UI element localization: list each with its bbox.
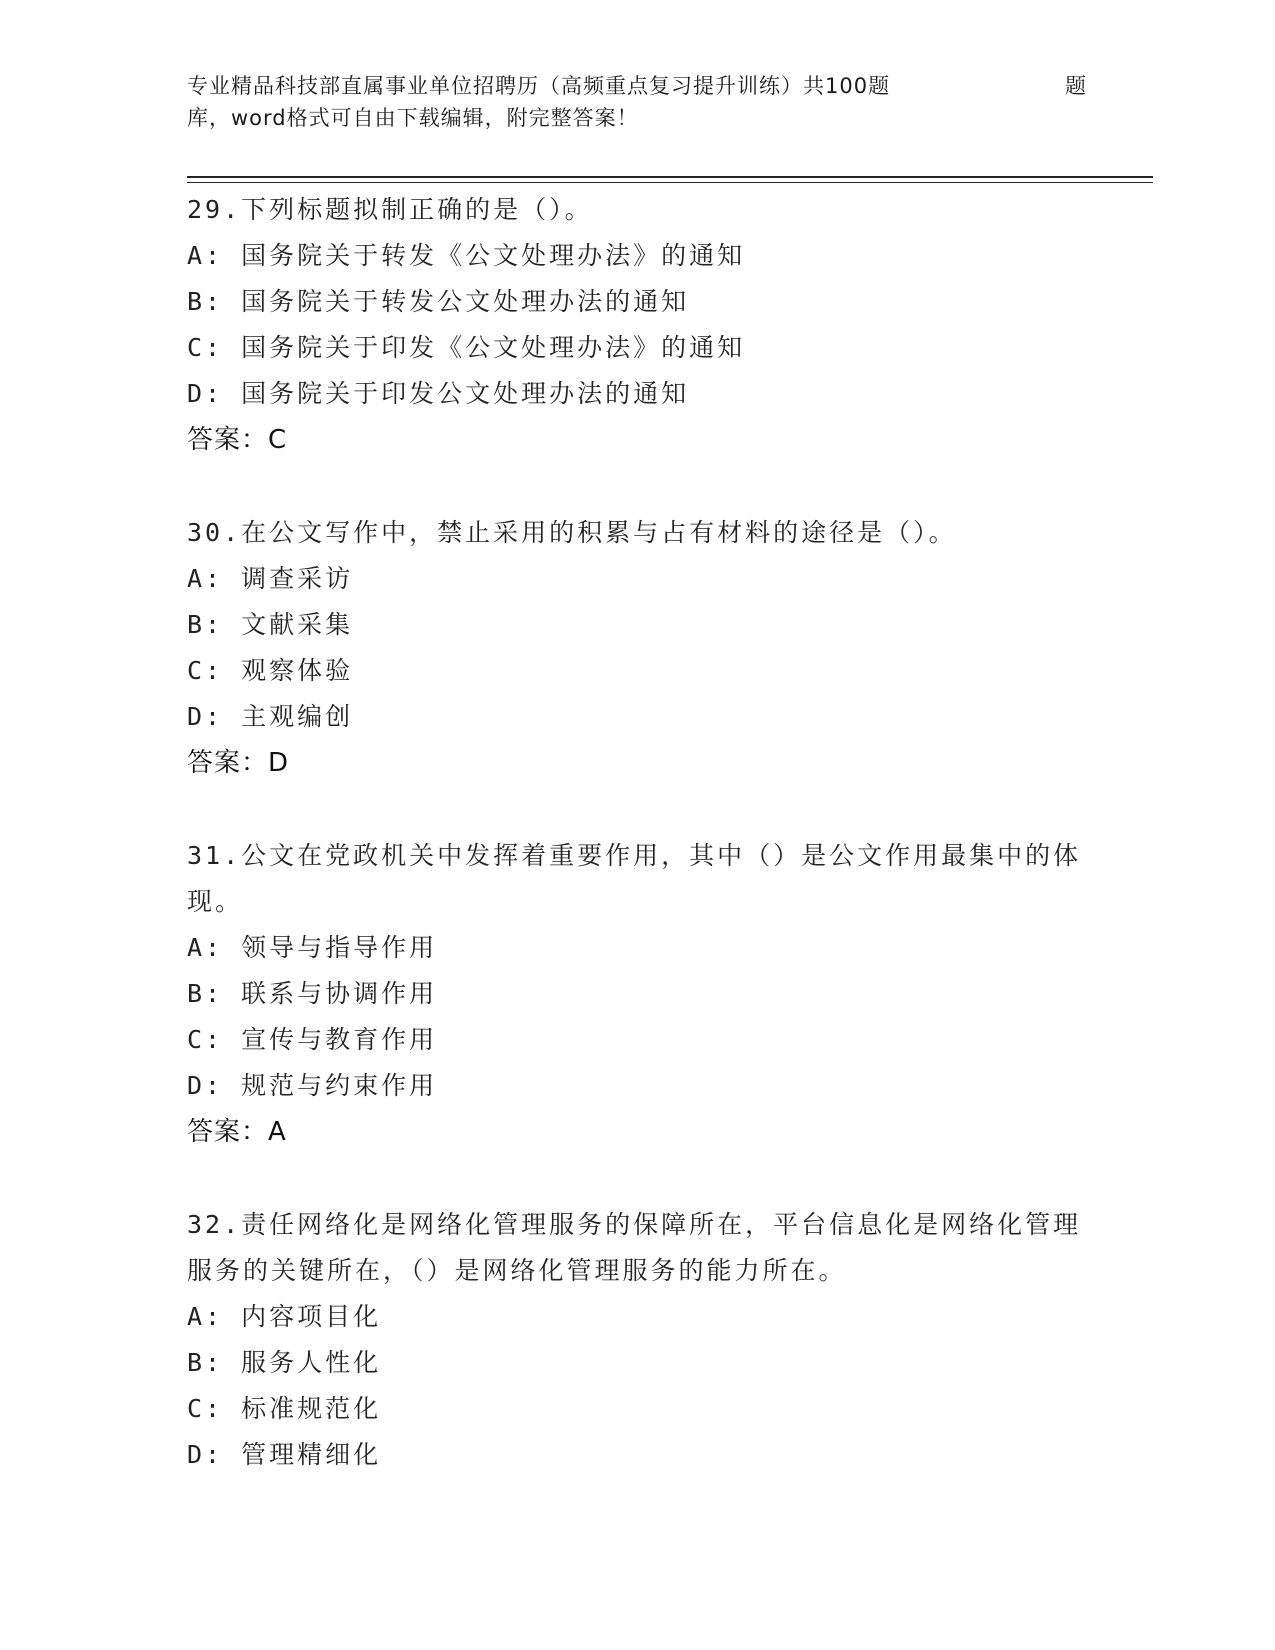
question-text: 30.在公文写作中，禁止采用的积累与占有材料的途径是（）。 (187, 518, 957, 547)
question-text: 29.下列标题拟制正确的是（）。 (187, 195, 593, 224)
option-c: C: 观察体验 (187, 656, 354, 685)
header-divider-thick (187, 176, 1153, 178)
header-subtitle: 库，word格式可自由下载编辑，附完整答案！ (187, 106, 639, 130)
option-c: C: 宣传与教育作用 (187, 1025, 438, 1054)
document-header (187, 70, 1087, 134)
option-b: B: 国务院关于转发公文处理办法的通知 (187, 287, 690, 316)
answer-text: 答案：A (187, 1117, 287, 1147)
option-a: A: 调查采访 (187, 564, 354, 593)
question-29 (187, 187, 1087, 463)
question-30 (187, 510, 1087, 786)
option-d: D: 规范与约束作用 (187, 1071, 438, 1100)
option-a: A: 国务院关于转发《公文处理办法》的通知 (187, 241, 746, 270)
header-title-wrap: 题 (1065, 74, 1087, 98)
option-b: B: 服务人性化 (187, 1348, 382, 1377)
option-a: A: 内容项目化 (187, 1302, 382, 1331)
option-d: D: 管理精细化 (187, 1440, 382, 1469)
option-d: D: 主观编创 (187, 702, 354, 731)
header-line-1 (187, 70, 1087, 102)
option-c: C: 国务院关于印发《公文处理办法》的通知 (187, 333, 746, 362)
option-c: C: 标准规范化 (187, 1394, 382, 1423)
option-a: A: 领导与指导作用 (187, 933, 438, 962)
answer-text: 答案：C (187, 425, 288, 455)
header-divider-thin (187, 182, 1153, 183)
question-text: 32.责任网络化是网络化管理服务的保障所在，平台信息化是网络化管理服务的关键所在，（）是网络化管理服务的能力所在。 (187, 1210, 1082, 1285)
option-b: B: 联系与协调作用 (187, 979, 438, 1008)
question-text: 31.公文在党政机关中发挥着重要作用，其中（）是公文作用最集中的体现。 (187, 841, 1082, 916)
option-d: D: 国务院关于印发公文处理办法的通知 (187, 379, 690, 408)
answer-text: 答案：D (187, 748, 290, 778)
question-31 (187, 833, 1087, 1155)
question-32 (187, 1202, 1087, 1478)
header-title: 专业精品科技部直属事业单位招聘历（高频重点复习提升训练）共100题 (187, 74, 891, 98)
question-list (187, 187, 1087, 1525)
option-b: B: 文献采集 (187, 610, 354, 639)
